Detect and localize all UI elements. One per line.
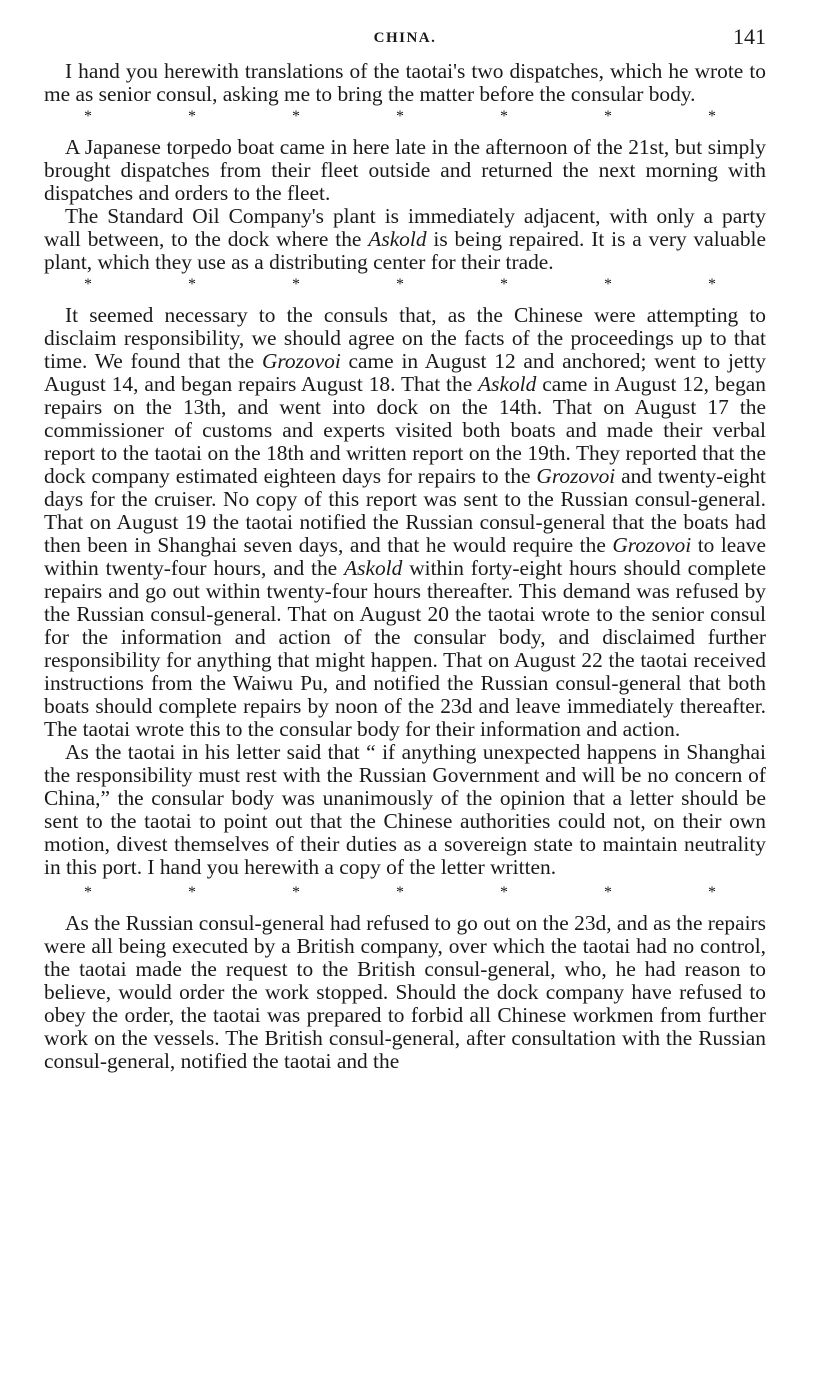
asterisk: * [604,108,612,125]
asterisk: * [84,108,92,125]
ship-name-grozovoi: Grozovoi [261,349,341,373]
asterisk-divider [44,106,766,128]
asterisk: * [188,108,196,125]
asterisk: * [708,108,716,125]
paragraph-consular-letter: As the taotai in his letter said that “ if anything unexpected happens in Shanghai the responsibility must rest with the Russian Government and will be no concern of China,” the consular body was unanimously of the opinion that a letter should be sent to the taotai to point out that the Chinese authorities could not, on their own motion, divest themselves of their duties as a sovereign state to maintain neutrality in this port. I hand you herewith a copy of the letter written. [44,740,766,879]
paragraph-work-stopped: As the Russian consul-general had refused to go out on the 23d, and as the repairs were all being executed by a British company, over which the taotai had no control, the taotai made the request to the British consul-general, who, he had reason to believe, would order the work stopped. Should the dock company have refused to obey the order, the taotai was prepared to forbid all Chinese workmen from further work on the vessels. The British consul-general, after consultation with the Russian consul-general, notified the taotai and the [44,911,766,1073]
ship-name-grozovoi: Grozovoi [536,464,616,488]
text-run: is being repaired. It is a very valuable plant, which they use as a distributing center for their trade. [44,227,766,274]
running-head: CHINA. [373,30,437,46]
ship-name-askold: Askold [344,556,403,580]
document-page [44,24,766,1073]
asterisk: * [396,108,404,125]
paragraph-japanese-torpedo-boat: A Japanese torpedo boat came in here late in the afternoon of the 21st, but simply brought dispatches from their fleet outside and returned the next morning with dispatches and orders to the fleet. [44,135,766,205]
asterisk-divider [44,274,766,296]
asterisk: * [708,884,716,901]
asterisk: * [396,276,404,293]
asterisk: * [604,276,612,293]
paragraph-proceedings [44,304,766,741]
asterisk: * [188,276,196,293]
asterisk: * [500,276,508,293]
asterisk: * [188,884,196,901]
asterisk: * [292,884,300,901]
asterisk: * [84,884,92,901]
ship-name-askold: Askold [478,372,537,396]
asterisk: * [500,884,508,901]
asterisk: * [84,276,92,293]
text-run: It seemed necessary to the consuls that, as the Chinese were attempting to disclaim responsibility, we should agree on the facts of the proceedings up to that time. We found that the [44,303,766,373]
asterisk: * [604,884,612,901]
asterisk: * [292,108,300,125]
page-header [44,24,766,60]
paragraph-translations: I hand you herewith translations of the taotai's two dispatches, which he wrote to me as senior consul, asking me to bring the matter before the consular body. [44,59,766,106]
asterisk: * [708,276,716,293]
text-run: The Standard Oil Company's plant is immediately adjacent, with only a party wall between, to the dock where the [44,204,766,251]
ship-name-askold: Askold [368,227,427,251]
ship-name-grozovoi: Grozovoi [612,533,692,557]
asterisk-divider [44,882,766,904]
asterisk: * [500,108,508,125]
text-run: and twenty-eight days for the cruiser. No copy of this report was sent to the Russian consul-general. That on August 19 the taotai notified the Russian consul-general that the boats had then been in Shanghai seven days, and that he would require the [44,464,766,557]
asterisk: * [292,276,300,293]
paragraph-standard-oil [44,205,766,274]
text-run: came in August 12 and anchored; went to jetty August 14, and began repairs August 18. That the [44,349,766,396]
page-number: 141 [733,24,766,49]
asterisk: * [396,884,404,901]
text-run: came in August 12, began repairs on the 13th, and went into dock on the 14th. That on August 17 the commissioner of customs and experts visited both boats and made their verbal report to the taotai on the 18th and written report on the 19th. They reported that the dock company estimated eighteen days for repairs to the [44,372,766,488]
text-run: to leave within twenty-four hours, and the [44,533,766,580]
text-run: within forty-eight hours should complete repairs and go out within twenty-four hours thereafter. This demand was refused by the Russian consul-general. That on August 20 the taotai wrote to the senior consul for the information and action of the consular body, and disclaimed further responsibility for anything that might happen. That on August 22 the taotai received instructions from the Waiwu Pu, and notified the Russian consul-general that both boats should complete repairs by noon of the 23d and leave immediately thereafter. The taotai wrote this to the consular body for their information and action. [44,556,766,741]
